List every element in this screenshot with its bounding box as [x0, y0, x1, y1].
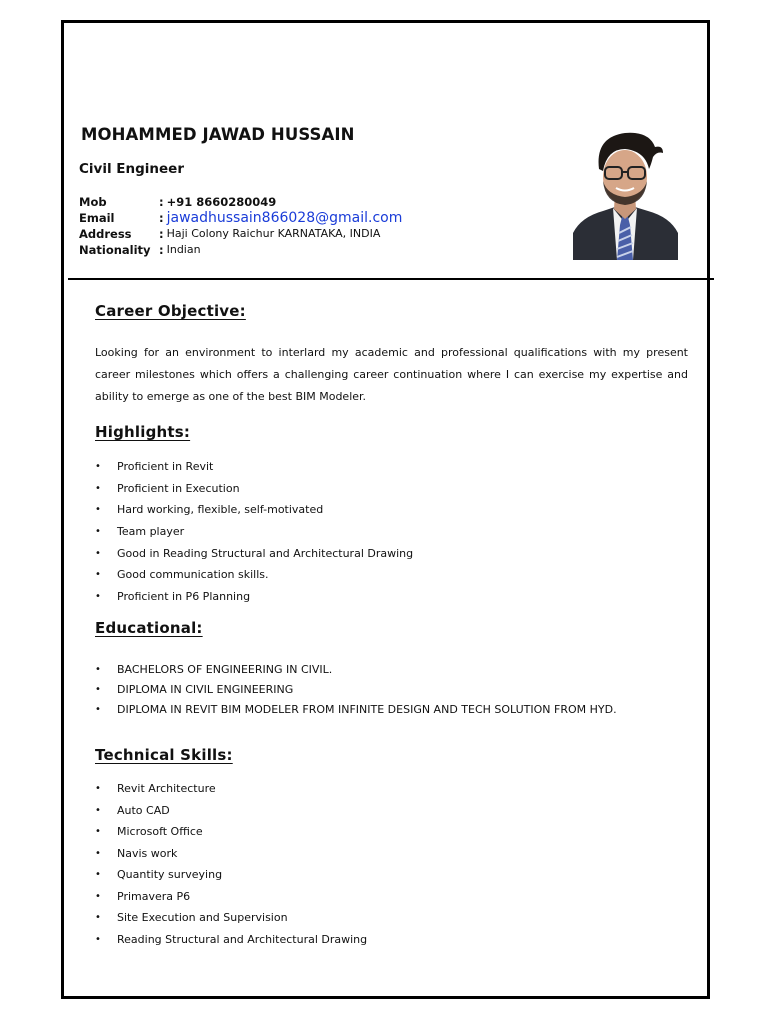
list-item: • Proficient in P6 Planning: [95, 589, 251, 603]
contact-label: Email: [79, 211, 115, 225]
contact-value: Indian: [166, 243, 201, 256]
list-item: • BACHELORS OF ENGINEERING IN CIVIL.: [95, 662, 333, 676]
technical-skills-heading: Technical Skills:: [95, 746, 233, 764]
profile-photo-illustration: [573, 125, 678, 260]
education-list: [95, 659, 617, 719]
career-objective-text: Looking for an environment to interlard my academic and professional qualifications with my present career milestones which offers a challenging career continuation where I can exercise my expertise and ability to emerge as one of the best BIM Modeler.: [95, 346, 688, 403]
contact-mobile: Mob : +91 8660280049: [79, 195, 277, 209]
technical-skills-list: [95, 778, 367, 950]
contact-value: Haji Colony Raichur KARNATAKA, INDIA: [166, 227, 381, 240]
candidate-role: Civil Engineer: [79, 161, 184, 177]
list-item: • DIPLOMA IN REVIT BIM MODELER FROM INFINITE DESIGN AND TECH SOLUTION FROM HYD.: [95, 702, 617, 716]
list-item: • DIPLOMA IN CIVIL ENGINEERING: [95, 682, 294, 696]
contact-label: Mob: [79, 195, 107, 209]
highlights-list: [95, 456, 413, 607]
email-link[interactable]: jawadhussain866028@gmail.com: [166, 210, 403, 226]
list-item: • Team player: [95, 525, 185, 539]
contact-value: +91 8660280049: [166, 195, 277, 209]
highlights-heading: Highlights:: [95, 423, 191, 441]
list-item: • Revit Architecture: [95, 782, 216, 796]
list-item: • Proficient in Execution: [95, 481, 240, 495]
contact-email: Email : jawadhussain866028@gmail.com: [79, 210, 403, 226]
contact-address: Address : Haji Colony Raichur KARNATAKA, INDIA: [79, 227, 381, 241]
profile-photo: [573, 125, 678, 260]
list-item: • Proficient in Revit: [95, 460, 214, 474]
list-item: • Good communication skills.: [95, 568, 269, 582]
list-item: • Primavera P6: [95, 889, 191, 903]
contact-label: Address: [79, 227, 132, 241]
educational-heading: Educational:: [95, 619, 203, 637]
list-item: • Microsoft Office: [95, 825, 203, 839]
candidate-name: MOHAMMED JAWAD HUSSAIN: [81, 125, 355, 144]
contact-label: Nationality: [79, 243, 151, 257]
list-item: • Reading Structural and Architectural Drawing: [95, 932, 368, 946]
list-item: • Site Execution and Supervision: [95, 911, 288, 925]
career-objective-heading: Career Objective:: [95, 302, 246, 320]
header-divider: [68, 278, 714, 280]
list-item: • Hard working, flexible, self-motivated: [95, 503, 324, 517]
contact-nationality: Nationality : Indian: [79, 243, 201, 257]
contact-block: [79, 194, 402, 258]
list-item: • Quantity surveying: [95, 868, 223, 882]
list-item: • Auto CAD: [95, 803, 170, 817]
list-item: • Navis work: [95, 846, 178, 860]
list-item: • Good in Reading Structural and Architectural Drawing: [95, 546, 414, 560]
